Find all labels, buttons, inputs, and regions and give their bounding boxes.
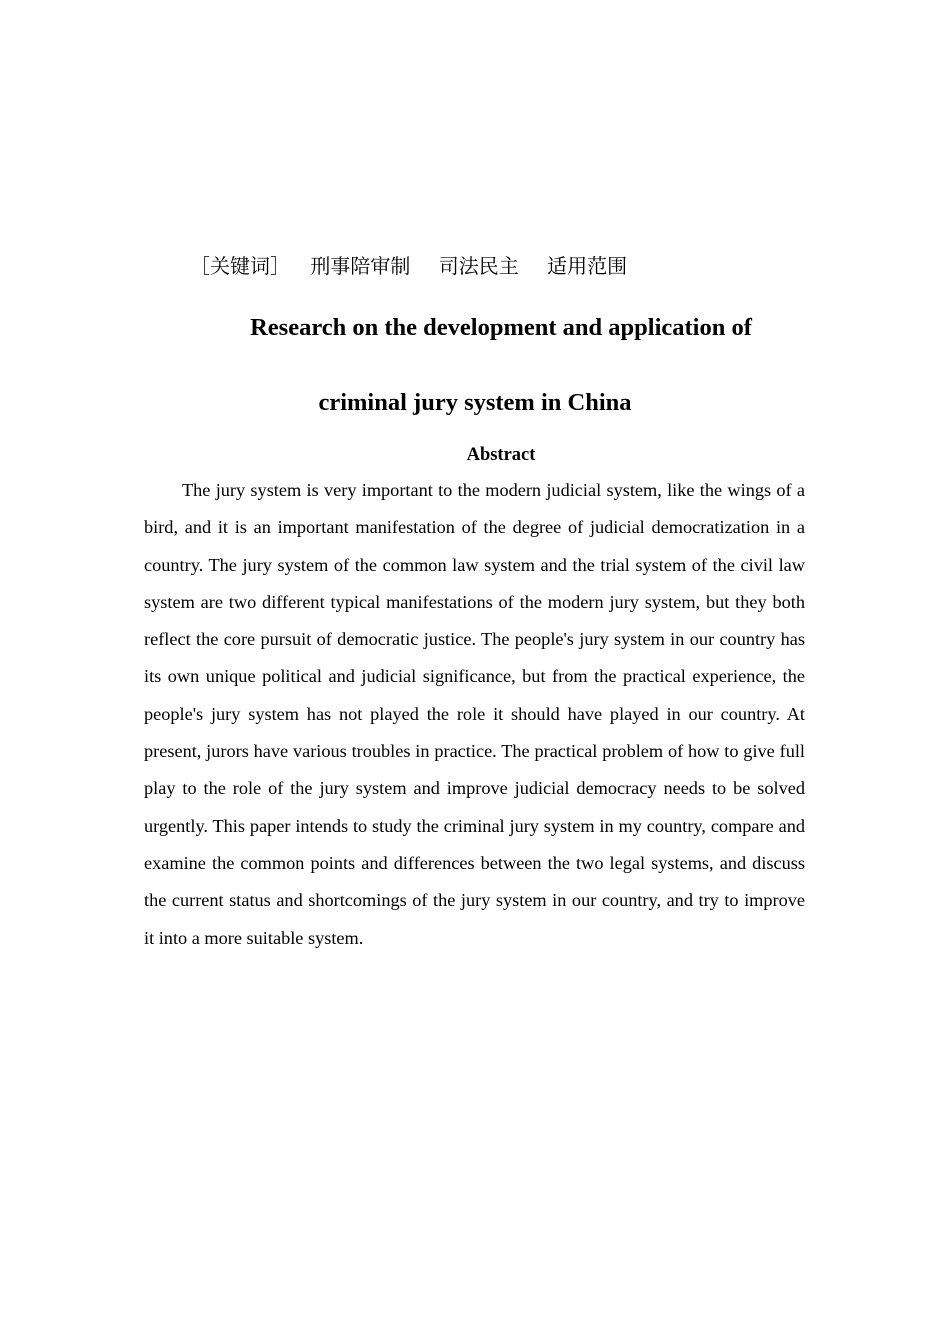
keywords-line xyxy=(190,252,649,280)
keywords-label: ［关键词］ xyxy=(190,254,290,278)
abstract-heading: Abstract xyxy=(466,445,536,465)
keyword-term: 刑事陪审制 xyxy=(310,254,411,278)
english-title-line-2: criminal jury system in China xyxy=(318,389,632,416)
english-title-line-1: Research on the development and application of xyxy=(250,314,752,341)
keyword-term: 适用范围 xyxy=(547,254,628,278)
abstract-body: The jury system is very important to the modern judicial system, like the wings of a bird, and it is an important manifestation of the degree of judicial democratization in a country. The jury system of the common law system and the trial system of the civil law system are two different typical manifestations of the modern jury system, but they both reflect the core pursuit of democratic justice. The people's jury system in our country has its own unique political and judicial significance, but from the practical experience, the people's jury system has not played the role it should have played in our country. At present, jurors have various troubles in practice. The practical problem of how to give full play to the role of the jury system and improve judicial democracy needs to be solved urgently. This paper intends to study the criminal jury system in my country, compare and examine the common points and differences between the two legal systems, and discuss the current status and shortcomings of the jury system in our country, and try to improve it into a more suitable system. xyxy=(144,480,805,948)
keyword-term: 司法民主 xyxy=(438,254,519,278)
